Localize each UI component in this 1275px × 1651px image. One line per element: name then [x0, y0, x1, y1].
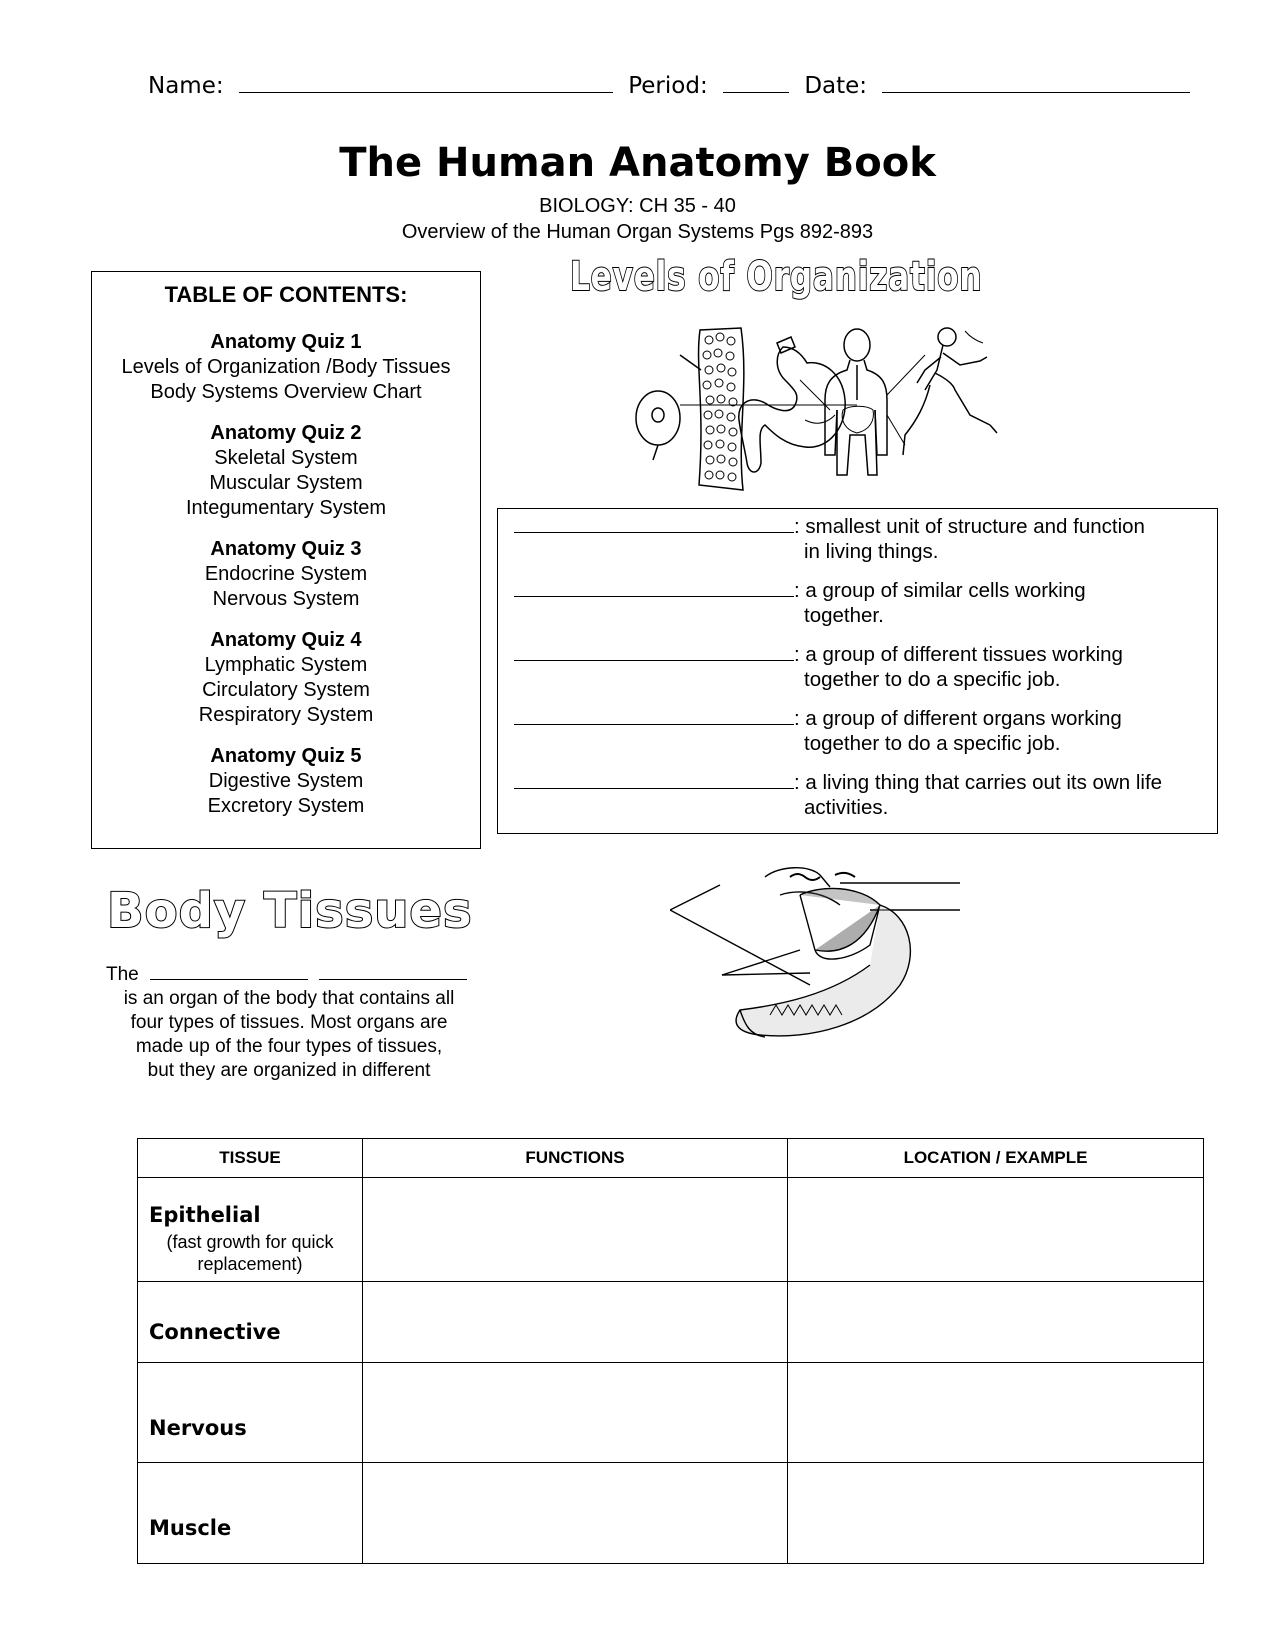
- organ-blank-2[interactable]: [319, 963, 467, 980]
- definition-row: [514, 578, 1204, 628]
- tissue-cell: [138, 1178, 363, 1282]
- functions-cell[interactable]: [363, 1178, 788, 1282]
- levels-definitions-box: [497, 508, 1218, 834]
- header-tissue: TISSUE: [138, 1139, 363, 1178]
- student-info-line: [148, 73, 1178, 99]
- levels-of-organization-illustration: [625, 325, 1055, 495]
- toc-quiz: Anatomy Quiz 2: [210, 422, 362, 444]
- toc-item: Skeletal System: [214, 447, 358, 469]
- location-cell[interactable]: [788, 1363, 1204, 1463]
- tissue-name: Connective: [149, 1320, 281, 1344]
- para-line: made up of the four types of tissues,: [135, 1036, 443, 1057]
- tissue-note: (fast growth for quick replacement): [166, 1231, 334, 1274]
- definition-row: [514, 514, 1204, 564]
- para-start: The: [106, 964, 139, 985]
- toc-item: Endocrine System: [204, 563, 368, 585]
- toc-item: Nervous System: [212, 588, 360, 610]
- definition-row: [514, 706, 1204, 756]
- tissue-table: [137, 1138, 1204, 1564]
- tissue-name: Nervous: [149, 1415, 247, 1440]
- tissue-name: Muscle: [149, 1516, 232, 1540]
- subtitle-overview: Overview of the Human Organ Systems Pgs 892-893: [401, 221, 874, 243]
- body-tissues-paragraph: [104, 963, 474, 1083]
- para-line: is an organ of the body that contains all: [123, 988, 455, 1009]
- definition-text-continued: together.: [804, 604, 884, 627]
- toc-group: [92, 330, 480, 405]
- definition-text: : a group of different organs working: [794, 707, 1122, 730]
- toc-title: TABLE OF CONTENTS:: [164, 282, 408, 307]
- definition-text-continued: activities.: [804, 796, 889, 819]
- header-location: LOCATION / EXAMPLE: [788, 1139, 1204, 1178]
- runner-icon: [903, 328, 997, 455]
- tissue-cell: [138, 1363, 363, 1463]
- toc-group: [92, 744, 480, 819]
- human-body-icon: [825, 329, 887, 475]
- toc-item: Body Systems Overview Chart: [150, 381, 422, 403]
- toc-item: Muscular System: [209, 472, 363, 494]
- toc-item: Respiratory System: [198, 704, 374, 726]
- tissue-cell: [138, 1282, 363, 1363]
- tissue-cell: [138, 1463, 363, 1564]
- toc-quiz: Anatomy Quiz 3: [210, 538, 362, 560]
- tissue-name: Epithelial: [149, 1202, 261, 1227]
- toc-item: Lymphatic System: [204, 654, 368, 676]
- subtitle-chapters: BIOLOGY: CH 35 - 40: [539, 195, 736, 217]
- definition-text: : smallest unit of structure and function: [794, 515, 1145, 538]
- date-blank[interactable]: [882, 74, 1190, 93]
- definition-row: [514, 770, 1204, 820]
- intestine-cross-section-illustration: [670, 865, 970, 1065]
- answer-blank[interactable]: [514, 771, 794, 789]
- table-row: [138, 1178, 1204, 1282]
- toc-group: [92, 537, 480, 612]
- answer-blank[interactable]: [514, 643, 794, 661]
- table-header-row: [138, 1139, 1204, 1178]
- functions-cell[interactable]: [363, 1463, 788, 1564]
- definition-text: : a living thing that carries out its own life: [794, 771, 1163, 794]
- name-blank[interactable]: [239, 74, 613, 93]
- toc-quiz: Anatomy Quiz 4: [210, 629, 362, 651]
- table-row: [138, 1282, 1204, 1363]
- definition-row: [514, 642, 1204, 692]
- para-line: four types of tissues. Most organs are: [130, 1012, 448, 1033]
- levels-of-organization-title: Levels of Organization: [570, 254, 983, 300]
- definition-text: : a group of similar cells working: [794, 579, 1086, 602]
- location-cell[interactable]: [788, 1282, 1204, 1363]
- para-line: but they are organized in different: [147, 1060, 431, 1081]
- toc-item: Circulatory System: [202, 679, 370, 701]
- answer-blank[interactable]: [514, 707, 794, 725]
- answer-blank[interactable]: [514, 579, 794, 597]
- table-row: [138, 1463, 1204, 1564]
- header-functions: FUNCTIONS: [363, 1139, 788, 1178]
- answer-blank[interactable]: [514, 515, 794, 533]
- location-cell[interactable]: [788, 1178, 1204, 1282]
- functions-cell[interactable]: [363, 1363, 788, 1463]
- page-title: The Human Anatomy Book: [339, 140, 936, 186]
- toc-group: [92, 421, 480, 521]
- toc-item: Levels of Organization /Body Tissues: [121, 356, 451, 378]
- organ-blank-1[interactable]: [150, 963, 308, 980]
- toc-item: Digestive System: [208, 770, 364, 792]
- tissue-icon: [680, 328, 744, 490]
- definition-text: : a group of different tissues working: [794, 643, 1123, 666]
- toc-quiz: Anatomy Quiz 5: [210, 745, 362, 767]
- location-cell[interactable]: [788, 1463, 1204, 1564]
- toc-quiz: Anatomy Quiz 1: [210, 331, 362, 353]
- table-row: [138, 1363, 1204, 1463]
- cell-icon: [636, 391, 680, 460]
- toc-item: Integumentary System: [185, 497, 387, 519]
- date-label: Date:: [804, 73, 868, 99]
- toc-group: [92, 628, 480, 728]
- definition-text-continued: together to do a specific job.: [804, 732, 1061, 755]
- period-label: Period:: [628, 73, 708, 99]
- name-label: Name:: [148, 73, 224, 99]
- body-tissues-title: Body Tissues: [107, 883, 473, 939]
- toc-item: Excretory System: [207, 795, 365, 817]
- table-of-contents: [91, 271, 481, 849]
- definition-text-continued: in living things.: [804, 540, 939, 563]
- definition-text-continued: together to do a specific job.: [804, 668, 1061, 691]
- functions-cell[interactable]: [363, 1282, 788, 1363]
- period-blank[interactable]: [723, 74, 789, 93]
